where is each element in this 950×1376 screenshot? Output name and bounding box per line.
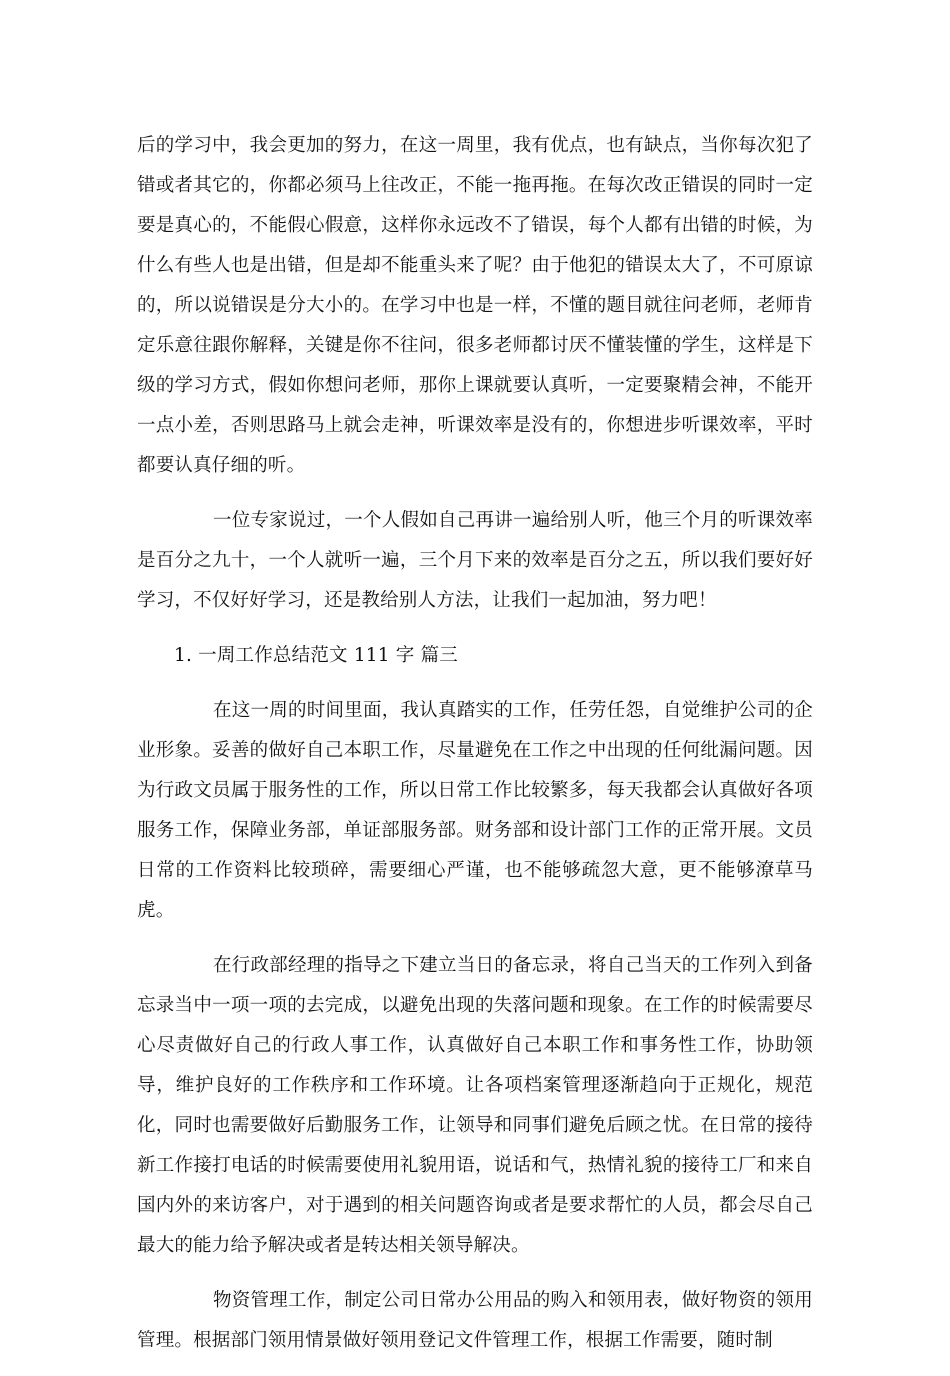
paragraph-expert-quote: 一位专家说过，一个人假如自己再讲一遍给别人听，他三个月的听课效率是百分之九十，一个人就听一遍，三个月下来的效率是百分之五，所以我们要好好学习，不仅好好学习，还是教给别人方法，让我们一起加油，努力吧！ xyxy=(137,510,813,611)
paragraph-admin-duties: 在行政部经理的指导之下建立当日的备忘录，将自己当天的工作列入到备忘录当中一项一项的去完成，以避免出现的失落问题和现象。在工作的时候需要尽心尽责做好自己的行政人事工作，认真做好自己本职工作和事务性工作，协助领导，维护良好的工作秩序和工作环境。让各项档案管理逐渐趋向于正规化，规范化，同时也需要做好后勤服务工作，让领导和同事们避免后顾之忧。在日常的接待新工作接打电话的时候需要使用礼貌用语，说话和气，热情礼貌的接待工厂和来自国内外的来访客户，对于遇到的相关问题咨询或者是要求帮忙的人员，都会尽自己最大的能力给予解决或者是转达相关领导解决。 xyxy=(137,955,813,1256)
paragraph-work-summary: 在这一周的时间里面，我认真踏实的工作，任劳任怨，自觉维护公司的企业形象。妥善的做好自己本职工作，尽量避免在工作之中出现的任何纰漏问题。因为行政文员属于服务性的工作，所以日常工作比较繁多，每天我都会认真做好各项服务工作，保障业务部，单证部服务部。财务部和设计部门工作的正常开展。文员日常的工作资料比较琐碎，需要细心严谨，也不能够疏忽大意，更不能够潦草马虎。 xyxy=(137,700,813,921)
paragraph-materials-management: 物资管理工作，制定公司日常办公用品的购入和领用表，做好物资的领用管理。根据部门领用情景做好领用登记文件管理工作，根据工作需要，随时制 xyxy=(137,1290,813,1351)
section-heading: 1. 一周工作总结范文 111 字 篇三 xyxy=(174,645,458,666)
document-body xyxy=(137,126,813,1376)
paragraph-continuation: 后的学习中，我会更加的努力，在这一周里，我有优点，也有缺点，当你每次犯了错或者其它的，你都必须马上往改正，不能一拖再拖。在每次改正错误的同时一定要是真心的，不能假心假意，这样你永远改不了错误，每个人都有出错的时候，为什么有些人也是出错，但是却不能重头来了呢？由于他犯的错误太大了，不可原谅的，所以说错误是分大小的。在学习中也是一样，不懂的题目就往问老师，老师肯定乐意往跟你解释，关键是你不往问，很多老师都讨厌不懂装懂的学生，这样是下级的学习方式，假如你想问老师，那你上课就要认真听，一定要聚精会神，不能开一点小差，否则思路马上就会走神，听课效率是没有的，你想进步听课效率，平时都要认真仔细的听。 xyxy=(137,135,813,476)
